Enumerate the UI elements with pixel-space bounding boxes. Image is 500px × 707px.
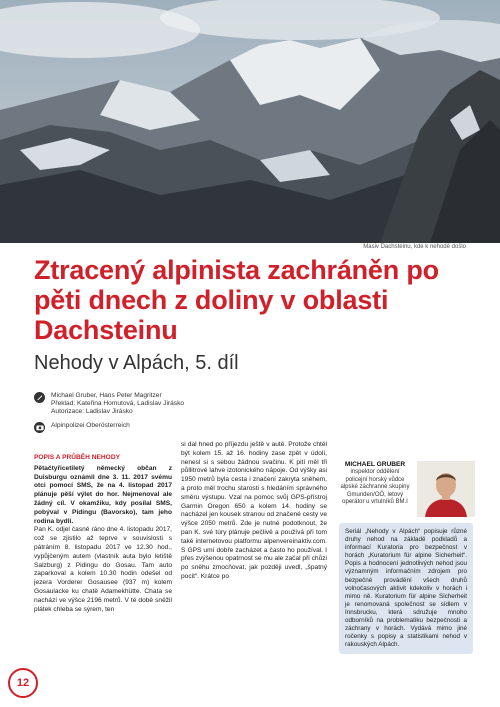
series-infobox: Seriál „Nehody v Alpách“ popisuje různé druhy nehod na základě podkladů a informací Kuratoria pro bezpečnost v horách „Kuratorium für alpine Sicherheit“. Popis a hodnocení jednotlivých nehod jsou významným informačním zdrojem pro bezpečné provádění všech druhů volnočasových aktivit kdekoliv v horách i mimo ně. Kuratorium für alpine Sicherheit je renomovaná společnost se sídlem v Innsbrucku, která sdružuje mnoho odborníků na problematiku bezpečnosti a záchrany v horách. Vydává mimo jiné ročenky s popisy a statistikami nehod v rakouských Alpách. <box>339 523 473 654</box>
author-profile <box>339 461 475 517</box>
profile-bio: inspektor oddělení policejní horský vůdce alpské záchranné skupiny Gmunden/OÖ, letový operátor u vrtulníků BM.I <box>340 469 410 506</box>
photo-credits <box>34 422 334 433</box>
column-3 <box>339 461 475 654</box>
translation: Překlad: Kateřina Homutová, Ladislav Jirásko <box>51 400 185 408</box>
camera-icon <box>34 422 45 433</box>
mountain-landscape <box>0 0 500 243</box>
credits-block <box>34 392 334 433</box>
article-title: Ztracený alpinista zachráněn po pěti dnech z doliny v oblasti Dachsteinu <box>34 255 439 345</box>
article-subtitle: Nehody v Alpách, 5. díl <box>34 352 239 374</box>
pen-icon <box>34 392 45 403</box>
photo-source: Alpinpolizei Oberösterreich <box>51 421 130 429</box>
section-heading: POPIS A PRŮBĚH NEHODY <box>34 454 120 461</box>
author-credits <box>34 392 334 417</box>
profile-name: MICHAEL GRUBER <box>344 461 406 468</box>
photo-caption: Masiv Dachsteinu, kde k nehodě došlo <box>363 244 466 250</box>
body-paragraph-1: Pan K. odjel časně ráno dne 4. listopadu 2017, což se zjistilo až teprve v souvislosti s pátráním 8. listopadu 2017 ve 12.30 hod., vypůjčeným autem (vlastník auta bylo letiště Salzburg) z Pidingu do Gosau. Tam auto zaparkoval a kolem 10.30 hodin odešel od jezera Vorderer Gosausee (937 m) kolem Gosaulacke ku chatě Adamekhütte. Chata se nachází ve výšce 2196 metrů. V té době sněžil plátek chleba se sýrem, ten <box>34 526 172 613</box>
page-number: 12 <box>8 668 38 698</box>
hero-photo <box>0 0 500 243</box>
column-1 <box>34 454 172 614</box>
author-portrait <box>417 461 475 517</box>
lead-paragraph: Pětačtyřicetiletý německý občan z Duisburgu oznámil dne 3. 11. 2017 svému otci pomocí SMS, že na 4. listopad 2017 plánuje pěší výlet do hor. Nejmenoval ale žádný cíl. V okamžiku, kdy posílal SMS, pobýval v Pidingu (Bavorsko), tam jeho rodina bydlí. <box>34 464 172 525</box>
authors: Michael Gruber, Hans Peter Magritzer <box>51 392 162 399</box>
column-2 <box>181 441 327 582</box>
authorization: Autorizace: Ladislav Jirásko <box>51 408 133 416</box>
body-paragraph-2: si dal hned po příjezdu ještě v autě. Protože chtěl být kolem 15. až 16. hodiny zase zpět v údolí, nenesl si s sebou žádnou svačinu. K pití měl tři půllitrové lahve izotonického nápoje. Od výšky asi 1950 metrů byla cesta i značení zakryta sněhem, a proto měl trochu starosti s hledáním správného směru výstupu. Vzal na pomoc svůj GPS-přístroj Garmin Oregon 650 a kolem 14. hodiny se nacházel jen kousek stranou od značené cesty ve výšce 2050 metrů. Zde je nutné podotknout, že pan K. své túry plánuje pečlivě a používá při tom také internetovou platformu alpenvereinaktiv.com. S GPS umí dobře zacházet a často ho používal. I přes zvýšenou opatrnost se mu ale začal při chůzi po sněhu zmocňovat, jak později uvedl, „špatný pocit“. Krátce po <box>181 441 327 580</box>
